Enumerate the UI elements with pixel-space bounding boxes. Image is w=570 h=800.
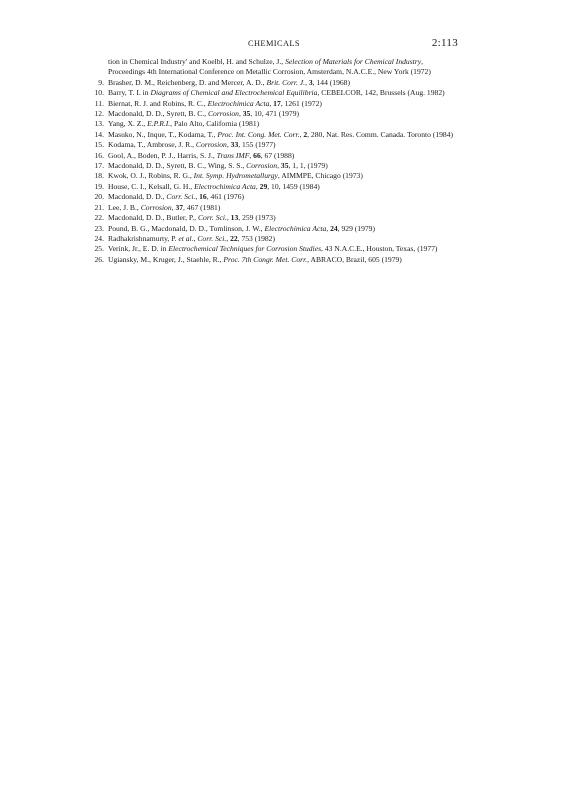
reference-segment: , bbox=[249, 150, 254, 160]
reference-text bbox=[108, 88, 445, 97]
reference-number: 17. bbox=[94, 161, 104, 171]
reference-volume: 37 bbox=[175, 202, 184, 212]
reference-text bbox=[108, 203, 220, 212]
reference-italic-segment: et al. bbox=[178, 233, 194, 243]
reference-italic-segment: Corrosion bbox=[195, 140, 227, 150]
reference-italic-segment: Int. Symp. Hydrometallurgy bbox=[193, 171, 278, 181]
reference-text bbox=[108, 192, 244, 201]
reference-segment: Barry, T. I. in bbox=[108, 88, 151, 98]
reference-segment: Pound, B. G., Macdonald, D. D., Tomlinson, J. W., bbox=[108, 223, 265, 233]
reference-segment: , 259 (1973) bbox=[238, 213, 276, 223]
reference-segment: House, C. I., Kelsall, G. H., bbox=[108, 181, 195, 191]
reference-segment: tion in Chemical Industry' and Koelbl, H. and Schulze, J., bbox=[108, 57, 286, 66]
reference-segment: Macdonald, D. D., bbox=[108, 192, 167, 202]
reference-segment: , bbox=[226, 233, 231, 243]
reference-segment: Gool, A., Boden, P. J., Harris, S. J., bbox=[108, 150, 217, 160]
reference-segment: , bbox=[299, 129, 304, 139]
reference-segment: Radhakrishnamurty, P. bbox=[108, 233, 179, 243]
reference-segment: , bbox=[238, 109, 243, 119]
reference-item bbox=[92, 255, 460, 265]
reference-segment: , bbox=[195, 192, 200, 202]
reference-text bbox=[108, 234, 275, 243]
reference-item bbox=[92, 109, 460, 119]
reference-number: 9. bbox=[98, 77, 104, 87]
reference-segment: , bbox=[277, 161, 281, 171]
reference-item bbox=[92, 224, 460, 234]
reference-italic-segment: Corr. Sci. bbox=[166, 192, 196, 202]
reference-text bbox=[108, 130, 453, 139]
reference-segment: , 753 (1982) bbox=[237, 233, 275, 243]
reference-volume: 66 bbox=[253, 150, 261, 160]
reference-item bbox=[92, 140, 460, 150]
reference-text bbox=[108, 78, 350, 87]
reference-number: 23. bbox=[94, 223, 104, 233]
reference-segment: , 10, 471 (1979) bbox=[250, 109, 300, 119]
reference-volume: 22 bbox=[230, 233, 238, 243]
reference-number: 19. bbox=[94, 181, 104, 191]
reference-text bbox=[108, 224, 375, 233]
reference-italic-segment: Diagrams of Chemical and Electrochemical Equilibria bbox=[150, 88, 318, 98]
reference-segment: , 280, Nat. Res. Comm. Canada. Toronto (1984) bbox=[307, 129, 454, 139]
reference-italic-segment: E.P.R.I. bbox=[147, 119, 171, 129]
reference-italic-segment: Corr. Sci. bbox=[197, 233, 227, 243]
reference-number: 22. bbox=[94, 213, 104, 223]
reference-volume: 16 bbox=[199, 192, 207, 202]
page-number: 2:113 bbox=[431, 37, 458, 49]
reference-number: 16. bbox=[94, 150, 104, 160]
reference-italic-segment: Proc. 7th Congr. Met. Corr. bbox=[223, 254, 308, 264]
reference-item bbox=[92, 171, 460, 181]
reference-item bbox=[92, 182, 460, 192]
reference-text bbox=[108, 140, 276, 149]
reference-segment: Masuko, N., Inque, T., Kodama, T., bbox=[108, 129, 218, 139]
reference-segment: , bbox=[255, 181, 260, 191]
reference-italic-segment: Trans IMF bbox=[216, 150, 250, 160]
reference-segment: , Proceedings 4th International Conference on Metallic Corrosion, Amsterdam, N.A.C.E., New York (1972) bbox=[108, 57, 431, 77]
reference-segment: , 467 (1981) bbox=[183, 202, 221, 212]
reference-volume: 33 bbox=[230, 140, 239, 150]
reference-text bbox=[108, 151, 294, 160]
reference-segment: , 1, 1, (1979) bbox=[288, 161, 328, 171]
reference-volume: 24 bbox=[330, 223, 338, 233]
reference-text bbox=[108, 161, 328, 170]
reference-text bbox=[108, 182, 320, 191]
reference-italic-segment: Electrochimica Acta bbox=[264, 223, 327, 233]
reference-text bbox=[108, 99, 322, 108]
reference-list bbox=[92, 57, 460, 265]
reference-segment: , 10, 1459 (1984) bbox=[267, 181, 320, 191]
reference-segment: , ABRACO, Brazil, 605 (1979) bbox=[307, 254, 402, 264]
reference-italic-segment: Electrochimica Acta bbox=[207, 98, 270, 108]
reference-italic-segment: Brit. Corr. J. bbox=[266, 77, 306, 87]
reference-item bbox=[92, 78, 460, 88]
reference-text bbox=[108, 57, 431, 76]
reference-item bbox=[92, 203, 460, 213]
reference-segment: Macdonald, D. D., Syrett, B. C., bbox=[108, 109, 208, 119]
reference-italic-segment: Corrosion bbox=[140, 202, 172, 212]
reference-number: 24. bbox=[94, 233, 104, 243]
reference-number: 11. bbox=[94, 98, 104, 108]
reference-item bbox=[92, 234, 460, 244]
reference-volume: 3 bbox=[308, 77, 313, 87]
reference-segment: , 144 (1968) bbox=[312, 77, 351, 87]
reference-volume: 17 bbox=[273, 98, 281, 108]
reference-italic-segment: Corrosion bbox=[246, 161, 278, 171]
reference-item bbox=[92, 161, 460, 171]
reference-number: 12. bbox=[94, 109, 104, 119]
reference-number: 14. bbox=[94, 129, 104, 139]
reference-number: 13. bbox=[94, 119, 104, 129]
running-title: CHEMICALS bbox=[248, 39, 300, 48]
reference-segment: Verink, Jr., E. D. in bbox=[108, 244, 169, 254]
reference-segment: , 155 (1977) bbox=[238, 140, 276, 150]
reference-item bbox=[92, 151, 460, 161]
reference-text bbox=[108, 109, 299, 118]
reference-segment: , bbox=[193, 233, 198, 243]
reference-segment: , bbox=[269, 98, 274, 108]
reference-italic-segment: Proc. Int. Cong. Met. Corr. bbox=[217, 129, 300, 139]
reference-text bbox=[108, 255, 402, 264]
reference-segment: Brasher, D. M., Reichenberg, D. and Mercer, A. D., bbox=[108, 77, 267, 87]
reference-number: 25. bbox=[94, 244, 104, 254]
reference-segment: Lee, J. B., bbox=[108, 202, 141, 212]
reference-item bbox=[92, 192, 460, 202]
reference-segment: , 1261 (1972) bbox=[280, 98, 322, 108]
reference-text bbox=[108, 213, 276, 222]
reference-italic-segment: Corr. Sci. bbox=[197, 213, 227, 223]
reference-segment: Kodama, T., Ambrose, J. R., bbox=[108, 140, 196, 150]
reference-segment: , bbox=[171, 202, 176, 212]
reference-volume: 13 bbox=[230, 213, 239, 223]
reference-segment: Macdonald, D. D., Butler, P., bbox=[108, 213, 198, 223]
reference-segment: , 929 (1979) bbox=[337, 223, 376, 233]
reference-item bbox=[92, 244, 460, 254]
reference-number: 10. bbox=[94, 88, 104, 98]
reference-item bbox=[92, 119, 460, 129]
reference-segment: , AIMMPE, Chicago (1973) bbox=[277, 171, 363, 181]
reference-item bbox=[92, 57, 460, 78]
reference-item bbox=[92, 99, 460, 109]
reference-number: 18. bbox=[94, 171, 104, 181]
reference-italic-segment: Selection of Materials for Chemical Industry bbox=[285, 57, 422, 66]
reference-text bbox=[108, 119, 259, 128]
reference-volume: 35 bbox=[280, 161, 289, 171]
reference-item bbox=[92, 88, 460, 98]
reference-segment: , 67 (1988) bbox=[260, 150, 295, 160]
reference-number: 26. bbox=[94, 254, 104, 264]
reference-segment: , Palo Alto, California (1981) bbox=[170, 119, 260, 129]
reference-italic-segment: Electrochimica Acta bbox=[194, 181, 256, 191]
reference-segment: , 461 (1976) bbox=[206, 192, 245, 202]
reference-segment: Yang, X. Z., bbox=[108, 119, 148, 129]
reference-segment: , bbox=[226, 213, 231, 223]
reference-italic-segment: Electrochemical Techniques for Corrosion Studies bbox=[168, 244, 322, 254]
reference-segment: , bbox=[305, 77, 309, 87]
reference-segment: , 43 N.A.C.E., Houston, Texas, (1977) bbox=[321, 244, 438, 254]
reference-segment: Kwok, O. J., Robins, R. G., bbox=[108, 171, 194, 181]
reference-volume: 35 bbox=[242, 109, 251, 119]
reference-number: 21. bbox=[94, 202, 104, 212]
reference-segment: Biernat, R. J. and Robins, R. C., bbox=[108, 98, 208, 108]
reference-text bbox=[108, 171, 363, 180]
reference-item bbox=[92, 130, 460, 140]
running-header bbox=[90, 38, 458, 52]
reference-item bbox=[92, 213, 460, 223]
reference-volume: 2 bbox=[303, 129, 308, 139]
reference-number: 20. bbox=[94, 192, 104, 202]
reference-text bbox=[108, 244, 437, 253]
reference-italic-segment: Corrosion bbox=[207, 109, 239, 119]
reference-segment: Macdonald, D. D., Syrett, B. C., Wing, S. S., bbox=[108, 161, 247, 171]
reference-segment: , bbox=[326, 223, 331, 233]
reference-segment: , CEBELCOR, 142, Brussels (Aug. 1982) bbox=[317, 88, 445, 98]
reference-segment: , bbox=[226, 140, 231, 150]
reference-volume: 29 bbox=[259, 181, 268, 191]
reference-number: 15. bbox=[94, 140, 104, 150]
reference-segment: Ugiansky, M., Kruger, J., Staehle, R., bbox=[108, 254, 224, 264]
